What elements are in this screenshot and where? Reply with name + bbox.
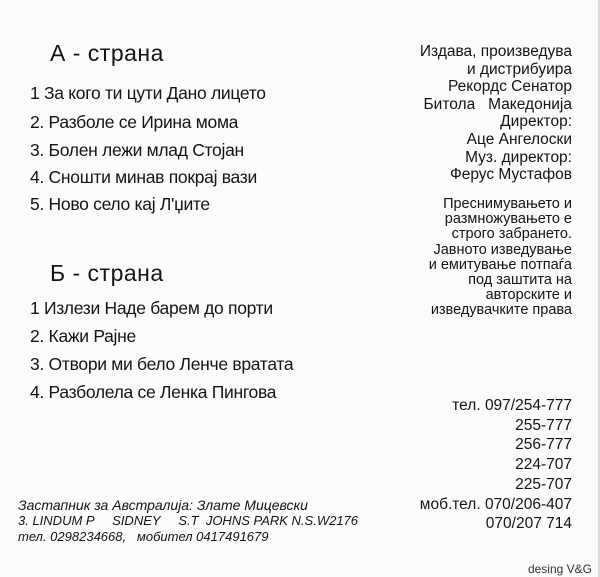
agent-phones: тел. 0298234668, мобител 0417491679 [18, 529, 269, 544]
side-b-track-4: 4. Разболела се Ленка Пингова [30, 382, 277, 402]
phone-line: 256-777 [515, 436, 572, 454]
side-a-title: А - страна [50, 40, 164, 66]
phone-line: 224-707 [515, 456, 572, 474]
publisher-line: и дистрибуира [467, 60, 572, 78]
agent-block [18, 497, 358, 545]
copyright-line: Преснимувањето и [443, 196, 572, 212]
publisher-line: Муз. директор: [465, 148, 572, 166]
phone-line: моб.тел. 070/206-407 [419, 495, 572, 513]
publisher-line: Битола Македонија [423, 95, 572, 113]
publisher-line: Ферус Мустафов [449, 166, 572, 184]
design-credit: desing V&G [527, 562, 592, 576]
side-b-track-1: 1 Излези Наде барем до порти [30, 298, 273, 318]
phone-list [420, 396, 572, 534]
side-a-track-2: 2. Разболе се Ирина мома [30, 112, 239, 132]
side-a-track-4: 4. Сношти минав покрај вази [30, 167, 257, 187]
copyright-line: строго забрането. [451, 226, 572, 243]
publisher-line: Издава, произведува [419, 43, 572, 60]
side-a-track-3: 3. Болен лежи млад Стојан [30, 140, 244, 160]
phone-line: 225-707 [515, 475, 572, 493]
side-a-track-5: 5. Ново село кај Л'џите [30, 194, 210, 214]
copyright-notice [429, 197, 572, 319]
side-a-track-1: 1 За кого ти цути Дано лицето [30, 83, 266, 103]
copyright-line: изведувачките права [430, 302, 572, 319]
phone-line: тел. 097/254-777 [452, 397, 572, 414]
side-b-title: Б - страна [50, 260, 164, 286]
publisher-block [420, 43, 572, 184]
copyright-line: и емитување потпаѓа [428, 256, 572, 273]
copyright-line: авторските и [485, 287, 572, 304]
copyright-line: размножувањето е [444, 211, 572, 228]
agent-name: Застапник за Австралија: Злате Мицевски [18, 497, 308, 513]
phone-line: 070/207 714 [485, 515, 572, 533]
side-b-track-2: 2. Кажи Рајне [30, 326, 136, 346]
publisher-line: Директор: [500, 113, 572, 131]
agent-address: 3. LINDUM P SIDNEY S.T JOHNS PARK N.S.W2176 [18, 513, 359, 528]
side-b-track-3: 3. Отвори ми бело Ленче вратата [30, 354, 294, 374]
publisher-line: Аце Ангелоски [466, 130, 572, 148]
phone-line: 255-777 [515, 416, 572, 434]
publisher-line: Рекордс Сенатор [447, 78, 572, 96]
copyright-line: Јавното изведување [433, 241, 572, 258]
copyright-line: под заштита на [468, 272, 572, 289]
